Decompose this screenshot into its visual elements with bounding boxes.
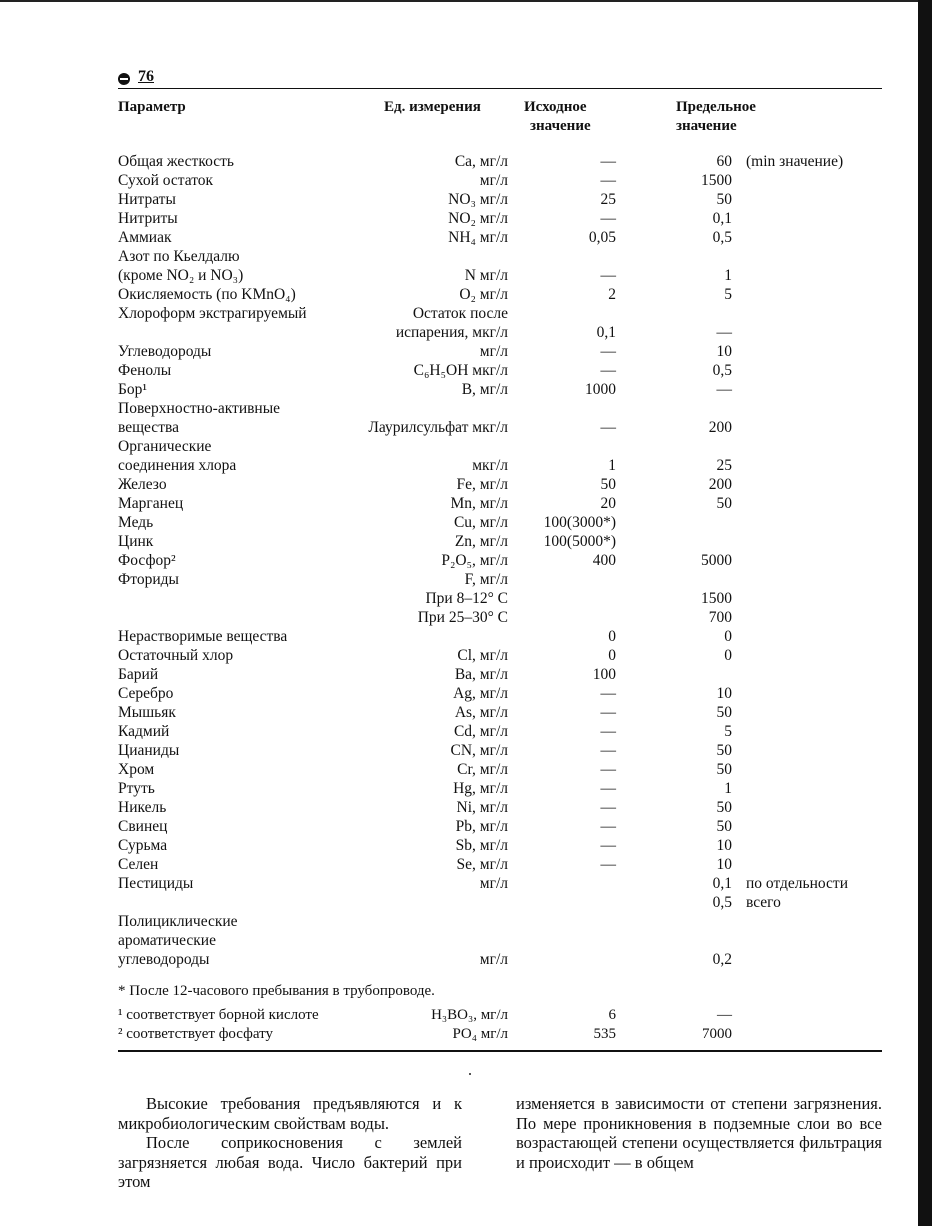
unit-cell: Ni, мг/л [456,799,508,816]
table-row [118,323,882,342]
initial-value-cell: — [600,742,616,759]
param-cell: Мышьяк [118,704,176,721]
limit-value-cell: 10 [716,856,732,873]
unit-cell: мг/л [479,875,508,892]
param-cell: Кадмий [118,723,170,740]
table-row [118,209,882,228]
unit-cell: мг/л [479,951,508,968]
initial-value-cell: — [600,153,616,170]
limit-value-cell: 50 [716,704,732,721]
table-row [118,703,882,722]
param-cell: Нитраты [118,191,176,208]
unit-cell: Se, мг/л [456,856,508,873]
table-row [118,475,882,494]
limit-value-cell: 0,2 [712,951,732,968]
footnote-star: * После 12-часового пребывания в трубопроводе. [118,983,435,999]
header-initial-2: значение [530,118,591,134]
limit-value-cell: 200 [708,419,732,436]
param-cell: Фториды [118,571,179,588]
param-cell: Марганец [118,495,184,512]
table-row [118,893,882,912]
body-text-left [118,1094,462,1192]
unit-cell: Cl, мг/л [457,647,508,664]
table-row [118,570,882,589]
param-cell: Фосфор² [118,552,176,569]
table-row [118,874,882,893]
header-param: Параметр [118,99,186,115]
parameter-table [118,152,882,969]
initial-value-cell: — [600,799,616,816]
unit-cell: As, мг/л [454,704,508,721]
table-row [118,912,882,931]
initial-value-cell: — [600,837,616,854]
initial-value-cell: 535 [593,1026,616,1042]
unit-cell: C₆H₅OH мкг/л [413,362,508,379]
param-cell: Общая жесткость [118,153,234,170]
limit-value-cell: 50 [716,818,732,835]
unit-cell: Hg, мг/л [453,780,508,797]
param-cell: ² соответствует фосфату [118,1026,273,1042]
limit-value-cell: 10 [716,837,732,854]
table-row [118,798,882,817]
initial-value-cell: — [600,343,616,360]
table-row [118,760,882,779]
limit-value-cell: 0,5 [712,362,732,379]
unit-cell: Остаток после [412,305,508,322]
limit-value-cell: 7000 [702,1026,732,1042]
table-row [118,380,882,399]
initial-value-cell: — [600,172,616,189]
unit-cell: мг/л [479,343,508,360]
unit-cell: NO₂ мг/л [448,210,508,227]
initial-value-cell: — [600,685,616,702]
limit-value-cell: 5 [724,723,732,740]
unit-cell: Mn, мг/л [450,495,508,512]
limit-value-cell: — [716,324,732,341]
unit-cell: NH₄ мг/л [448,229,508,246]
limit-value-cell: 700 [708,609,732,626]
limit-value-cell: — [716,381,732,398]
table-row [118,931,882,950]
limit-value-cell: 0,5 [712,894,732,911]
unit-cell: Лаурилсульфат мкг/л [368,419,508,436]
unit-cell: CN, мг/л [450,742,508,759]
param-cell: Никель [118,799,167,816]
header-limit-1: Предельное [676,99,756,115]
table-row [118,342,882,361]
limit-value-cell: 0 [724,647,732,664]
param-cell: Цинк [118,533,154,550]
param-cell: соединения хлора [118,457,237,474]
param-cell: Сухой остаток [118,172,214,189]
scan-edge-shadow [918,0,932,1226]
table-row [118,190,882,209]
initial-value-cell: — [600,362,616,379]
limit-value-cell: 0,1 [712,875,732,892]
table-row [118,418,882,437]
unit-cell: B, мг/л [461,381,508,398]
table-row [118,950,882,969]
body-text-right [516,1094,882,1172]
table-row [118,779,882,798]
param-cell: Пестициды [118,875,194,892]
table-row [118,171,882,190]
table-row [118,399,882,418]
page-number: 76 [138,68,154,85]
table-row [118,152,882,171]
unit-cell: Sb, мг/л [455,837,508,854]
table-bottom-rule [118,1050,882,1052]
initial-value-cell: 20 [600,495,616,512]
param-cell: Сурьма [118,837,168,854]
param-cell: Медь [118,514,154,531]
initial-value-cell: — [600,761,616,778]
table-row [118,551,882,570]
param-cell: Остаточный хлор [118,647,234,664]
param-cell: Нитриты [118,210,178,227]
param-cell: Фенолы [118,362,172,379]
limit-value-cell: 60 [716,153,732,170]
initial-value-cell: — [600,818,616,835]
limit-value-cell: 1 [724,267,732,284]
initial-value-cell: 50 [600,476,616,493]
table-row [118,684,882,703]
initial-value-cell: 2 [608,286,616,303]
initial-value-cell: 1000 [585,381,616,398]
param-cell: Органические [118,438,212,455]
unit-cell: При 8–12° C [425,590,508,607]
table-row [118,589,882,608]
note-cell: всего [746,894,781,911]
unit-cell: O₂ мг/л [459,286,508,303]
table-row [118,741,882,760]
table-row [118,627,882,646]
table-row [118,361,882,380]
table-row [118,722,882,741]
unit-cell: Fe, мг/л [456,476,508,493]
table-row [118,1025,882,1044]
table-row [118,1006,882,1025]
initial-value-cell: 0,1 [596,324,616,341]
table-row [118,646,882,665]
unit-cell: F, мг/л [464,571,508,588]
table-row [118,304,882,323]
unit-cell: испарения, мкг/л [395,324,508,341]
table-row [118,608,882,627]
table-row [118,532,882,551]
limit-value-cell: 50 [716,742,732,759]
initial-value-cell: 0 [608,647,616,664]
table-row [118,665,882,684]
initial-value-cell: 1 [608,457,616,474]
param-cell: вещества [118,419,179,436]
param-cell: Свинец [118,818,168,835]
page-header [118,70,882,89]
initial-value-cell: — [600,210,616,227]
limit-value-cell: 50 [716,799,732,816]
table-row [118,494,882,513]
unit-cell: NO₃ мг/л [448,191,508,208]
body-paragraph: Высокие требования предъявляются и к микробиологическим свойствам воды. [118,1094,462,1133]
scan-speck [469,1073,471,1075]
initial-value-cell: — [600,419,616,436]
initial-value-cell: 0 [608,628,616,645]
unit-cell: мкг/л [472,457,508,474]
unit-cell: Ca, мг/л [454,153,508,170]
table-row [118,266,882,285]
initial-value-cell: 100 [592,666,616,683]
table-row [118,855,882,874]
table-row [118,285,882,304]
param-cell: Аммиак [118,229,172,246]
initial-value-cell: 100(3000*) [543,514,616,531]
param-cell: Цианиды [118,742,180,759]
param-cell: (кроме NO₂ и NO₃) [118,267,244,284]
table-row [118,456,882,475]
table-row [118,437,882,456]
limit-value-cell: 25 [716,457,732,474]
param-cell: Серебро [118,685,174,702]
initial-value-cell: 0,05 [588,229,616,246]
unit-cell: Cd, мг/л [453,723,508,740]
body-paragraph: После соприкосновения с землей загрязняется любая вода. Число бактерий при этом [118,1133,462,1191]
note-cell: (min значение) [746,153,844,170]
limit-value-cell: 10 [716,343,732,360]
unit-cell: Ag, мг/л [453,685,508,702]
initial-value-cell: 400 [592,552,616,569]
initial-value-cell: 6 [608,1007,616,1023]
param-cell: Окисляемость (по KMnO₄) [118,286,296,303]
limit-value-cell: 0,1 [712,210,732,227]
unit-cell: H₃BO₃, мг/л [431,1007,508,1023]
header-initial-1: Исходное [524,99,587,115]
param-cell: Селен [118,856,159,873]
limit-value-cell: 5000 [701,552,732,569]
param-cell: Хлороформ экстрагируемый [118,305,307,322]
limit-value-cell: 1500 [701,590,732,607]
param-cell: углеводороды [118,951,210,968]
unit-cell: P₂O₅, мг/л [441,552,508,569]
unit-cell: Cu, мг/л [453,514,508,531]
unit-cell: мг/л [479,172,508,189]
unit-cell: N мг/л [464,267,508,284]
header-unit: Ед. измерения [384,99,481,115]
table-row [118,836,882,855]
page-top-border [0,0,918,2]
param-cell: Полициклические [118,913,238,930]
limit-value-cell: 50 [716,191,732,208]
param-cell: ¹ соответствует борной кислоте [118,1007,319,1023]
unit-cell: При 25–30° C [417,609,508,626]
limit-value-cell: 0,5 [712,229,732,246]
initial-value-cell: — [600,704,616,721]
initial-value-cell: 25 [600,191,616,208]
param-cell: Нерастворимые вещества [118,628,288,645]
param-cell: Железо [118,476,167,493]
initial-value-cell: — [600,856,616,873]
param-cell: ароматические [118,932,216,949]
param-cell: Барий [118,666,159,683]
table-row [118,817,882,836]
limit-value-cell: 1500 [701,172,732,189]
limit-value-cell: 10 [716,685,732,702]
initial-value-cell: — [600,780,616,797]
unit-cell: Zn, мг/л [454,533,508,550]
note-cell: по отдельности [746,875,848,892]
param-cell: Углеводороды [118,343,212,360]
table-row [118,228,882,247]
body-paragraph: изменяется в зависимости от степени загрязнения. По мере проникновения в подземные слои во все возрастающей степени осуществляется фильтрация и происходит — в общем [516,1094,882,1172]
param-cell: Ртуть [118,780,155,797]
limit-value-cell: 0 [724,628,732,645]
header-limit-2: значение [676,118,737,134]
page-bullet-icon [118,73,130,85]
limit-value-cell: — [717,1007,732,1023]
param-cell: Поверхностно-активные [118,400,281,417]
initial-value-cell: — [600,723,616,740]
param-cell: Бор¹ [118,381,148,398]
param-cell: Азот по Кьелдалю [118,248,240,265]
table-row [118,513,882,532]
limit-value-cell: 50 [716,495,732,512]
initial-value-cell: 100(5000*) [543,533,616,550]
footnote-table [118,1006,882,1044]
table-row [118,247,882,266]
initial-value-cell: — [600,267,616,284]
unit-cell: Cr, мг/л [457,761,508,778]
unit-cell: Ba, мг/л [454,666,508,683]
limit-value-cell: 5 [724,286,732,303]
unit-cell: PO₄ мг/л [452,1026,508,1042]
limit-value-cell: 1 [724,780,732,797]
param-cell: Хром [118,761,155,778]
limit-value-cell: 200 [708,476,732,493]
limit-value-cell: 50 [716,761,732,778]
unit-cell: Pb, мг/л [455,818,508,835]
